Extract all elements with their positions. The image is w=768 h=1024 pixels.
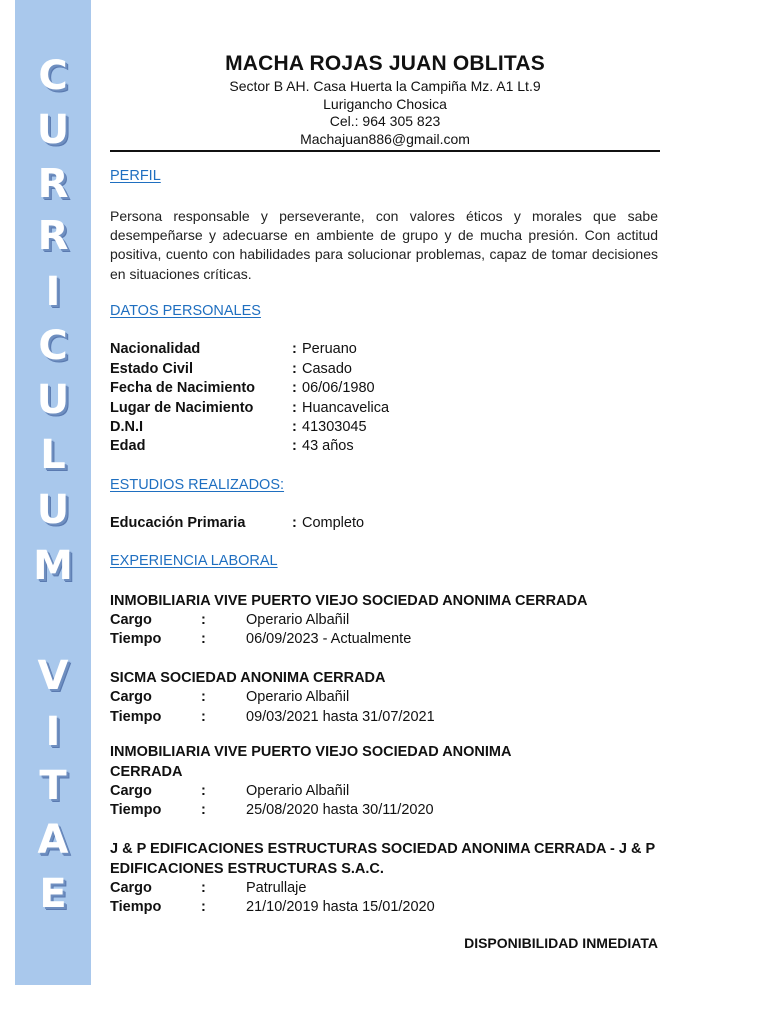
tiempo-label: Tiempo [110,709,162,725]
field-value: Completo [302,515,365,531]
field-label: Educación Primaria [110,515,246,531]
field-value: Huancavelica [302,400,390,416]
job-tiempo-row [110,630,660,650]
section-title-datos: DATOS PERSONALES [110,303,261,319]
sidebar-letter: M [33,543,73,589]
field-colon: : [292,341,297,357]
sidebar-letter: R [37,161,69,207]
field-colon: : [201,899,206,915]
sidebar-letter: U [36,377,70,423]
field-label: Lugar de Nacimiento [110,400,254,416]
tiempo-label: Tiempo [110,899,162,915]
cargo-value: Operario Albañil [246,689,350,705]
field-colon: : [201,709,206,725]
job-tiempo-row [110,898,660,918]
sidebar-letter: U [36,107,70,153]
phone-line: Cel.: 964 305 823 [329,113,441,129]
field-colon: : [201,612,206,628]
field-colon: : [201,783,206,799]
district-line: Lurigancho Chosica [323,95,447,112]
address-line: Sector B AH. Casa Huerta la Campiña Mz. A1 Lt.9 [229,78,541,94]
job-cargo-row [110,782,660,802]
job-company: INMOBILIARIA VIVE PUERTO VIEJO SOCIEDAD ANONIMA CERRADA [110,744,511,780]
field-label: D.N.I [110,419,144,435]
field-colon: : [292,380,297,396]
cargo-value: Patrullaje [246,880,307,896]
sidebar-letter: C [38,323,68,369]
field-value: Peruano [302,341,357,357]
cargo-label: Cargo [110,612,152,628]
sidebar-letter: L [40,432,66,478]
cargo-label: Cargo [110,880,152,896]
sidebar-banner [15,0,91,985]
email-line: Machajuan886@gmail.com [300,130,470,147]
field-colon: : [201,802,206,818]
field-value: 06/06/1980 [302,380,375,396]
cargo-label: Cargo [110,689,152,705]
field-value: Casado [302,361,352,377]
cargo-value: Operario Albañil [246,612,350,628]
tiempo-label: Tiempo [110,631,162,647]
tiempo-value: 09/03/2021 hasta 31/07/2021 [246,709,435,725]
sidebar-letter: V [37,653,69,699]
section-title-perfil: PERFIL [110,168,161,184]
sidebar-letter: T [39,763,67,809]
sidebar-letter: C [38,53,68,99]
sidebar-letter: U [36,487,70,533]
field-value: 43 años [302,438,354,454]
cargo-label: Cargo [110,783,152,799]
cv-header [110,50,660,148]
job-cargo-row [110,879,660,899]
job-company: INMOBILIARIA VIVE PUERTO VIEJO SOCIEDAD ANONIMA CERRADA [110,593,588,609]
cargo-value: Operario Albañil [246,783,350,799]
field-colon: : [292,361,297,377]
field-label: Edad [110,438,146,454]
field-label: Estado Civil [110,361,193,377]
tiempo-value: 06/09/2023 - Actualmente [246,631,412,647]
field-colon: : [292,515,297,531]
field-colon: : [201,631,206,647]
sidebar-letter: I [45,709,61,755]
job-company: J & P EDIFICACIONES ESTRUCTURAS SOCIEDAD ANONIMA CERRADA - J & P EDIFICACIONES ESTRUCTURAS S.A.C. [110,841,655,877]
field-colon: : [292,438,297,454]
tiempo-value: 25/08/2020 hasta 30/11/2020 [246,802,434,818]
field-colon: : [201,880,206,896]
sidebar-letter: A [37,817,69,863]
availability-note: DISPONIBILIDAD INMEDIATA [464,935,658,951]
sidebar-letter: R [37,213,69,259]
tiempo-value: 21/10/2019 hasta 15/01/2020 [246,899,435,915]
field-colon: : [201,689,206,705]
job-company: SICMA SOCIEDAD ANONIMA CERRADA [110,670,386,686]
job-tiempo-row [110,708,660,728]
field-colon: : [292,400,297,416]
sidebar-letter: I [45,269,61,315]
job-cargo-row [110,611,660,631]
field-value: 41303045 [302,419,367,435]
job-cargo-row [110,688,660,708]
field-label: Nacionalidad [110,341,201,357]
field-label: Fecha de Nacimiento [110,380,256,396]
job-tiempo-row [110,801,660,821]
field-colon: : [292,419,297,435]
section-title-estudios: ESTUDIOS REALIZADOS: [110,477,285,493]
candidate-name: MACHA ROJAS JUAN OBLITAS [225,52,545,75]
perfil-text: Persona responsable y perseverante, con valores éticos y morales que sabe desempeñarse y adecuarse en ambiente de grupo y de mucha presión. Con actitud positiva, cuento con habilidades para solucionar problemas, capaz de tomar decisiones en situaciones críticas. [110,208,658,282]
section-title-experiencia: EXPERIENCIA LABORAL [110,553,278,569]
tiempo-label: Tiempo [110,802,162,818]
header-divider [110,150,660,152]
sidebar-letter: E [39,871,67,917]
